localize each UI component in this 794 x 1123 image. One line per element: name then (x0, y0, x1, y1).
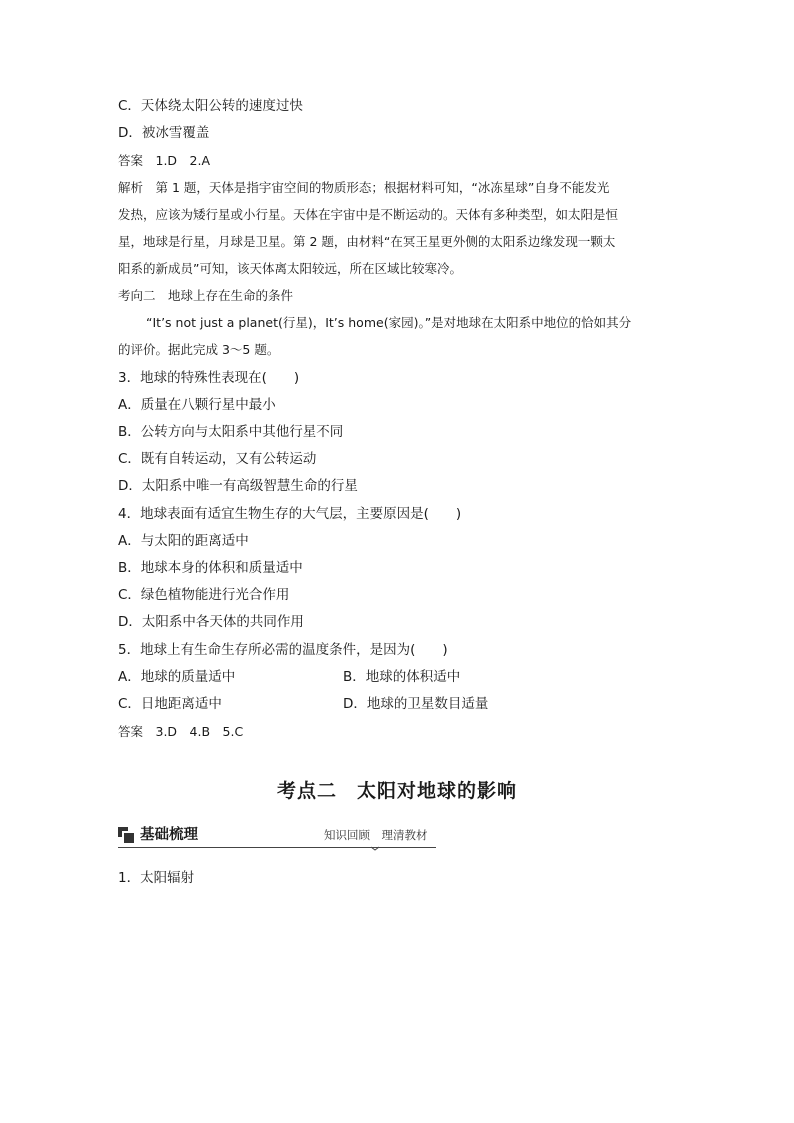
explanation-line-3: 星，地球是行星，月球是卫星。第 2 题，由材料“在冥王星更外侧的太阳系边缘发现一颗太 (118, 234, 616, 249)
banner-divider (118, 847, 436, 848)
option-5c: C．日地距离适中 (118, 696, 222, 712)
question-3: 3．地球的特殊性表现在( ) (118, 370, 300, 386)
material-line-2: 的评价。据此完成 3～5 题。 (118, 342, 280, 357)
subsection-heading: 考向二 地球上存在生命的条件 (118, 288, 294, 303)
notch-icon (371, 843, 379, 851)
option-4d: D．太阳系中各天体的共同作用 (118, 614, 304, 630)
option-4c: C．绿色植物能进行光合作用 (118, 587, 290, 603)
section-banner (118, 824, 436, 850)
explanation-line-2: 发热，应该为矮行星或小行星。天体在宇宙中是不断运动的。天体有多种类型，如太阳是恒 (118, 207, 619, 222)
option-5d: D．地球的卫星数目适量 (343, 696, 489, 712)
option-4a: A．与太阳的距离适中 (118, 533, 249, 549)
explanation-line-1: 解析 第 1 题，天体是指宇宙空间的物质形态；根据材料可知，“冰冻星球”自身不能发光 (118, 180, 610, 195)
option-3d: D．太阳系中唯一有高级智慧生命的行星 (118, 478, 358, 494)
banner-title: 基础梳理 (140, 827, 198, 843)
option-1c: C．天体绕太阳公转的速度过快 (118, 98, 303, 114)
square-icon (118, 827, 134, 843)
section-title: 考点二 太阳对地球的影响 (276, 780, 517, 802)
item-1: 1．太阳辐射 (118, 870, 195, 886)
explanation-line-4: 阳系的新成员”可知，该天体离太阳较远，所在区域比较寒冷。 (118, 261, 462, 276)
question-5: 5．地球上有生命生存所必需的温度条件，是因为( ) (118, 642, 448, 658)
option-1d: D．被冰雪覆盖 (118, 125, 210, 141)
banner-subtitle: 知识回顾 理清教材 (324, 828, 428, 842)
answer-3-5: 答案 3.D 4.B 5.C (118, 724, 244, 739)
answer-1-2: 答案 1.D 2.A (118, 153, 211, 168)
option-5b: B．地球的体积适中 (343, 669, 461, 685)
option-3a: A．质量在八颗行星中最小 (118, 397, 276, 413)
material-line-1: “It’s not just a planet(行星)，It’s home(家园)。”是对地球在太阳系中地位的恰如其分 (146, 315, 632, 330)
option-5a: A．地球的质量适中 (118, 669, 236, 685)
option-3c: C．既有自转运动，又有公转运动 (118, 451, 317, 467)
question-4: 4．地球表面有适宜生物生存的大气层，主要原因是( ) (118, 506, 462, 522)
option-3b: B．公转方向与太阳系中其他行星不同 (118, 424, 344, 440)
option-4b: B．地球本身的体积和质量适中 (118, 560, 303, 576)
